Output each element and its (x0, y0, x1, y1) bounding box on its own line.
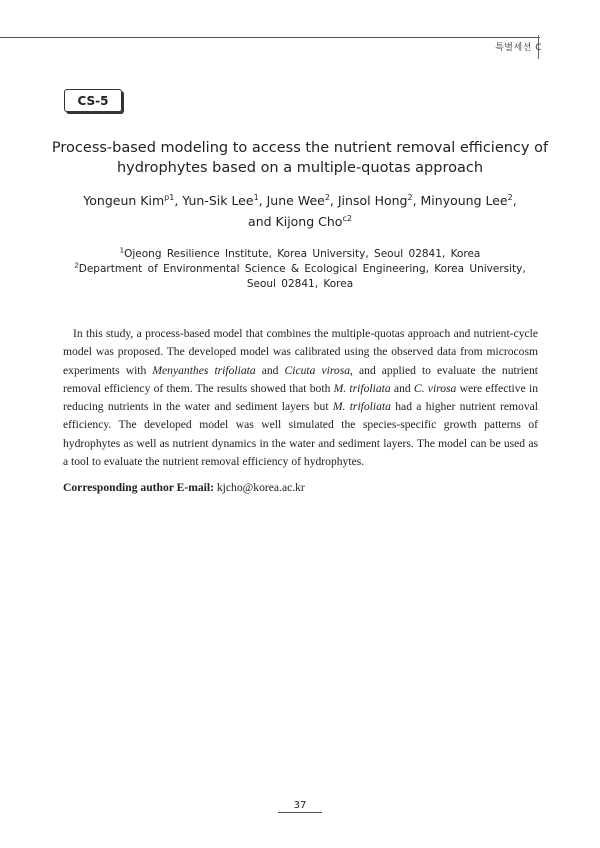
corresponding-label: Corresponding author E-mail: (63, 481, 214, 494)
affiliation-2-cont (40, 277, 560, 292)
corresponding-author (63, 481, 305, 494)
affiliation-text: Seoul 02841, Korea (246, 278, 354, 290)
author-sep: , (512, 193, 517, 208)
species-name: C. virosa (413, 381, 457, 395)
running-header: 특별세션 C (495, 43, 542, 53)
affiliation-list (40, 247, 560, 292)
title-line-1: Process-based modeling to access the nutrient removal efficiency of (51, 140, 549, 156)
abstract (63, 325, 538, 471)
affiliation-text: Ojeong Resilience Institute, Korea University, Seoul 02841, Korea (124, 248, 481, 260)
author-sep: , (329, 193, 338, 208)
species-name: Menyanthes trifoliata (152, 363, 256, 377)
page-number: 37 (293, 800, 307, 811)
abstract-text: In this study, a process-based model that combines the multiple-quotas approach and nutrient-cycle model was proposed. The developed model was calibrated using the observed data from microcosm experiments with (63, 327, 538, 377)
abstract-text: and (255, 363, 285, 377)
corresponding-email[interactable]: kjcho@korea.ac.kr (216, 481, 305, 494)
header-rule (0, 37, 540, 38)
species-name: M. trifoliata (332, 400, 391, 414)
abstract-text: were effective in reducing nutrients in the water and sediment layers but (63, 381, 538, 414)
species-name: M. trifoliata (333, 381, 391, 395)
authors-line-2 (40, 211, 560, 232)
species-name: Cicuta virosa (284, 363, 351, 377)
abstract-text: had a higher nutrient removal efficiency. The developed model was well simulated the species-specific growth patterns of hydrophytes as well as nutrient dynamics in the water and sediment layers. The model can be used as a tool to evaluate the nutrient removal efficiency of hydrophytes. (63, 400, 539, 469)
author-sep: , (174, 193, 183, 208)
author-name: Yongeun Kim (83, 193, 165, 208)
author-name: and Kijong Cho (248, 214, 343, 229)
author-sup: 2 (507, 192, 513, 202)
author-sep: , (258, 193, 267, 208)
abstract-text: and (390, 381, 414, 395)
author-name: Jinsol Hong (337, 193, 408, 208)
abstract-text: , and applied to evaluate the nutrient removal efficiency of them. The results showed that both (63, 363, 538, 395)
affiliation-2 (40, 262, 560, 277)
author-sup: p1 (164, 192, 175, 202)
author-name: June Wee (266, 193, 325, 208)
author-sup: c2 (342, 213, 352, 223)
title-line-2: hydrophytes based on a multiple-quotas approach (116, 160, 484, 176)
affiliation-sup: 1 (119, 246, 125, 255)
session-code: CS-5 (77, 93, 109, 108)
author-list (40, 190, 560, 232)
author-name: Minyoung Lee (420, 193, 508, 208)
author-sep: , (412, 193, 421, 208)
paper-title (40, 138, 560, 178)
affiliation-text: Department of Environmental Science & Ecological Engineering, Korea University, (78, 263, 526, 275)
author-name: Yun-Sik Lee (182, 193, 254, 208)
page-number-rule (278, 812, 322, 813)
author-sup: 2 (407, 192, 413, 202)
affiliation-1 (40, 247, 560, 262)
session-code-badge (64, 89, 122, 112)
author-sup: 1 (253, 192, 259, 202)
author-sup: 2 (324, 192, 330, 202)
affiliation-sup: 2 (74, 261, 79, 270)
authors-line-1 (40, 190, 560, 211)
